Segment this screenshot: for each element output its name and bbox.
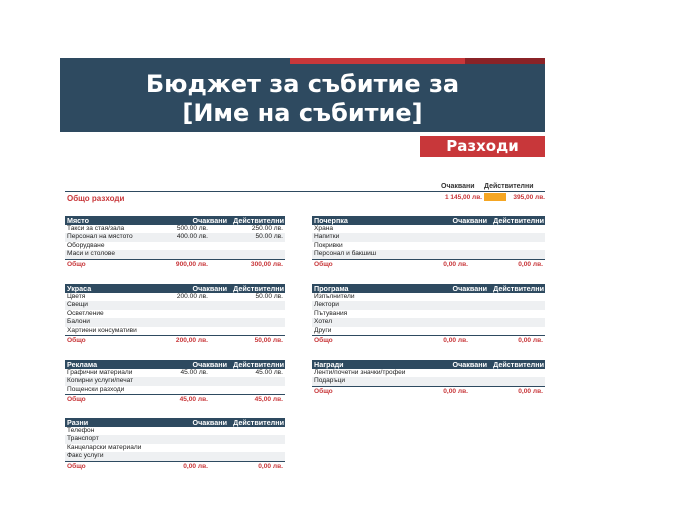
table-total-row <box>65 259 285 269</box>
item-name: Хотел <box>314 318 333 326</box>
item-name: Транспорт <box>67 435 99 443</box>
total-actual: 45,00 лв. <box>254 396 283 404</box>
summary-actual: 395,00 лв. <box>513 194 545 201</box>
total-actual: 0,00 лв. <box>518 336 543 344</box>
item-expected: 200.00 лв. <box>176 293 208 300</box>
summary-progress-bar <box>484 193 506 201</box>
item-name: Осветление <box>67 309 104 317</box>
summary-expected: 1 145,00 лв. <box>444 194 482 201</box>
table-row[interactable] <box>312 318 545 326</box>
table-row[interactable] <box>65 242 285 250</box>
total-actual: 0,00 лв. <box>258 462 283 470</box>
col-actual: Действителни <box>233 284 284 293</box>
table-row[interactable] <box>65 444 285 452</box>
total-actual: 50,00 лв. <box>254 336 283 344</box>
item-actual: 45.00 лв. <box>255 369 283 376</box>
item-expected: 500.00 лв. <box>176 225 208 232</box>
item-name: Ленти/почетни значки/трофеи <box>314 369 406 376</box>
col-expected: Очаквани <box>192 284 227 293</box>
item-name: Лектори <box>314 301 339 309</box>
category-name: Награди <box>314 360 344 369</box>
col-expected: Очаквани <box>452 360 487 369</box>
item-name: Хартиени консумативи <box>67 326 137 334</box>
item-name: Цветя <box>67 293 86 300</box>
table-header <box>65 216 285 225</box>
summary-label: Общо разходи <box>67 194 125 203</box>
table-header <box>312 216 545 225</box>
total-label: Общо <box>67 260 86 268</box>
table-header <box>65 418 285 427</box>
table-row[interactable] <box>65 250 285 258</box>
total-actual: 300,00 лв. <box>250 260 283 268</box>
page-subtitle: Разходи <box>446 137 519 155</box>
col-expected: Очаквани <box>452 216 487 225</box>
total-label: Общо <box>314 387 333 395</box>
table-program <box>312 284 545 345</box>
total-actual: 0,00 лв. <box>518 387 543 395</box>
total-actual: 0,00 лв. <box>518 260 543 268</box>
table-venue <box>65 216 285 269</box>
item-name: Такси за стая/зала <box>67 225 125 232</box>
col-expected: Очаквани <box>192 360 227 369</box>
table-row[interactable] <box>65 369 285 377</box>
table-total-row <box>65 335 285 345</box>
col-actual: Действителни <box>493 360 544 369</box>
table-row[interactable] <box>312 377 545 385</box>
table-row[interactable] <box>312 310 545 318</box>
table-row[interactable] <box>312 293 545 301</box>
title-line-1: Бюджет за събитие за <box>145 70 460 98</box>
table-header <box>312 360 545 369</box>
item-actual: 250.00 лв. <box>251 225 283 232</box>
table-total-row <box>65 394 285 404</box>
table-row[interactable] <box>65 318 285 326</box>
title-line-2: [Име на събитие] <box>182 99 423 127</box>
item-actual: 50.00 лв. <box>255 293 283 300</box>
table-total-row <box>65 461 285 471</box>
table-prizes <box>312 360 545 396</box>
category-name: Място <box>67 216 89 225</box>
item-name: Персонал на мястото <box>67 233 133 241</box>
total-expected: 45,00 лв. <box>179 396 208 404</box>
table-refreshments <box>312 216 545 269</box>
item-name: Други <box>314 326 332 334</box>
total-label: Общо <box>67 462 86 470</box>
total-expected: 0,00 лв. <box>183 462 208 470</box>
table-total-row <box>312 335 545 345</box>
col-actual: Действителни <box>493 216 544 225</box>
table-row[interactable] <box>65 310 285 318</box>
table-row[interactable] <box>65 377 285 385</box>
total-label: Общо <box>67 396 86 404</box>
item-name: Балони <box>67 318 90 326</box>
table-row[interactable] <box>65 435 285 443</box>
item-name: Канцеларски материали <box>67 443 142 451</box>
table-row[interactable] <box>65 233 285 241</box>
table-decor <box>65 284 285 345</box>
summary-col-expected: Очаквани <box>441 183 475 190</box>
table-row[interactable] <box>312 250 545 258</box>
item-expected: 400.00 лв. <box>176 233 208 241</box>
item-expected: 45.00 лв. <box>180 369 208 376</box>
col-expected: Очаквани <box>192 418 227 427</box>
table-header <box>65 360 285 369</box>
table-row[interactable] <box>312 225 545 233</box>
item-name: Копирни услуги/печат <box>67 377 134 385</box>
table-row[interactable] <box>65 452 285 460</box>
item-name: Факс услуги <box>67 452 104 460</box>
total-label: Общо <box>314 336 333 344</box>
item-name: Пътувания <box>314 309 348 317</box>
category-name: Почерпка <box>314 216 348 225</box>
total-expected: 900,00 лв. <box>175 260 208 268</box>
col-actual: Действителни <box>493 284 544 293</box>
table-advertising <box>65 360 285 404</box>
table-total-row <box>312 386 545 396</box>
table-row[interactable] <box>65 427 285 435</box>
table-header <box>312 284 545 293</box>
category-name: Разни <box>67 418 89 427</box>
item-actual: 50.00 лв. <box>255 233 283 241</box>
total-label: Общо <box>314 260 333 268</box>
item-name: Изпълнители <box>314 293 355 300</box>
summary-divider <box>65 191 545 192</box>
table-misc <box>65 418 285 471</box>
table-total-row <box>312 259 545 269</box>
table-row[interactable] <box>312 301 545 309</box>
col-expected: Очаквани <box>452 284 487 293</box>
table-row[interactable] <box>65 225 285 233</box>
table-row[interactable] <box>65 327 285 335</box>
summary-col-actual: Действителни <box>484 183 534 190</box>
total-expected: 0,00 лв. <box>443 336 468 344</box>
table-row[interactable] <box>312 327 545 335</box>
item-name: Подаръци <box>314 377 346 385</box>
table-row[interactable] <box>312 242 545 250</box>
item-name: Пощенски разходи <box>67 385 125 393</box>
item-name: Покривки <box>314 241 343 249</box>
table-row[interactable] <box>312 233 545 241</box>
col-actual: Действителни <box>233 216 284 225</box>
col-expected: Очаквани <box>192 216 227 225</box>
total-expected: 0,00 лв. <box>443 387 468 395</box>
total-expected: 200,00 лв. <box>175 336 208 344</box>
table-row[interactable] <box>65 301 285 309</box>
category-name: Реклама <box>67 360 98 369</box>
item-name: Оборудване <box>67 241 105 249</box>
col-actual: Действителни <box>233 360 284 369</box>
total-label: Общо <box>67 336 86 344</box>
table-header <box>65 284 285 293</box>
item-name: Свещи <box>67 301 88 309</box>
table-row[interactable] <box>65 293 285 301</box>
page-title <box>60 70 545 128</box>
item-name: Персонал и бакшиш <box>314 250 377 258</box>
category-name: Украса <box>67 284 92 293</box>
item-name: Напитки <box>314 233 340 241</box>
item-name: Маси и столове <box>67 250 116 258</box>
item-name: Храна <box>314 225 334 232</box>
category-name: Програма <box>314 284 349 293</box>
table-row[interactable] <box>65 386 285 394</box>
col-actual: Действителни <box>233 418 284 427</box>
total-expected: 0,00 лв. <box>443 260 468 268</box>
table-row[interactable] <box>312 369 545 377</box>
item-name: Графични материали <box>67 369 133 376</box>
item-name: Телефон <box>67 427 95 434</box>
